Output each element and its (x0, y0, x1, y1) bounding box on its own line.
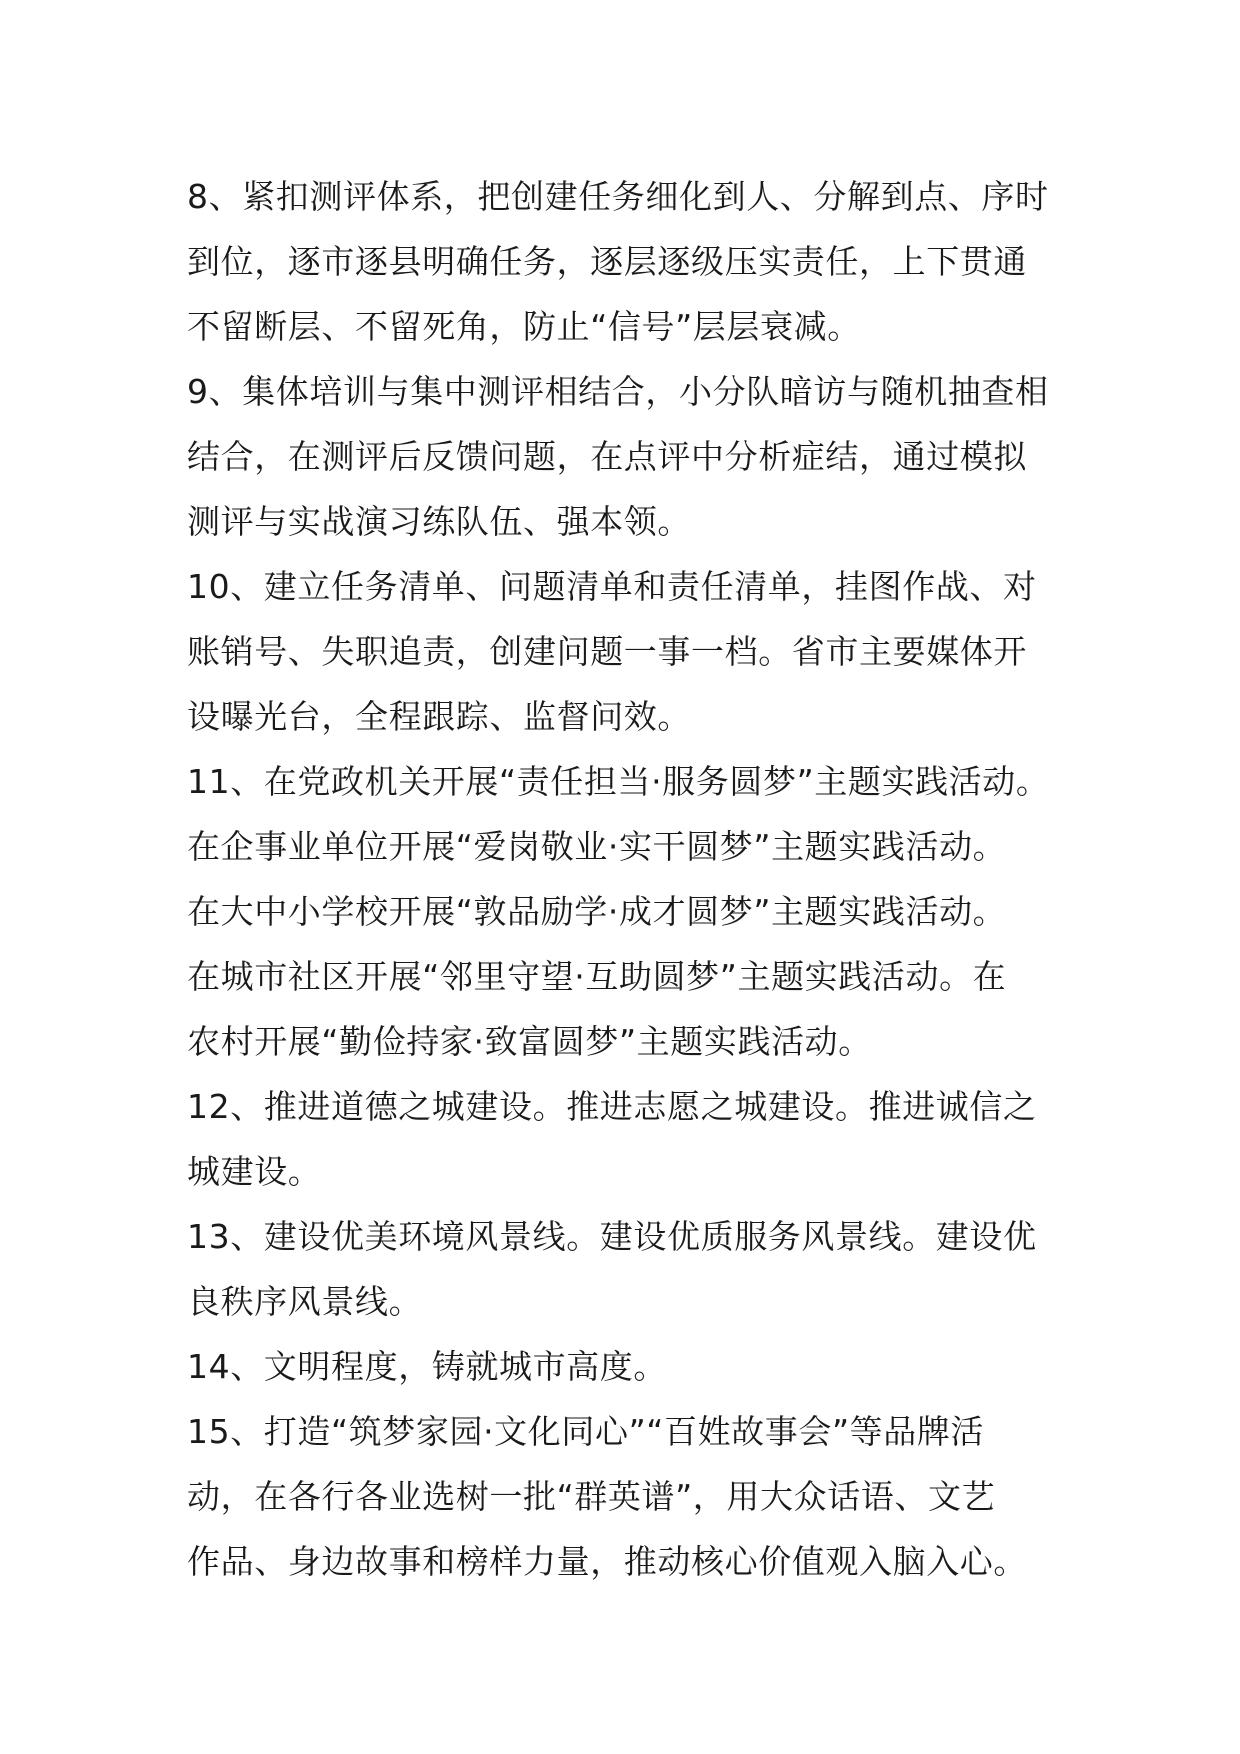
text-line: 8、紧扣测评体系，把创建任务细化到人、分解到点、序时 (187, 177, 1049, 216)
paragraph-8 (187, 164, 1067, 359)
text-line: 13、建设优美环境风景线。建设优质服务风景线。建设优 (187, 1217, 1037, 1256)
paragraph-13 (187, 1204, 1067, 1334)
paragraph-10 (187, 554, 1067, 749)
text-line: 结合，在测评后反馈问题，在点评中分析症结，通过模拟 (187, 437, 1027, 476)
text-line: 城建设。 (187, 1152, 322, 1191)
text-line: 设曝光台，全程跟踪、监督问效。 (187, 697, 691, 736)
paragraph-12 (187, 1074, 1067, 1204)
paragraph-15 (187, 1399, 1067, 1594)
paragraph-11 (187, 749, 1067, 1074)
paragraph-14 (187, 1334, 1067, 1399)
document-body (187, 164, 1067, 1594)
text-line: 良秩序风景线。 (187, 1282, 423, 1321)
text-line: 作品、身边故事和榜样力量，推动核心价值观入脑入心。 (187, 1542, 1027, 1581)
text-line: 到位，逐市逐县明确任务，逐层逐级压实责任，上下贯通 (187, 242, 1027, 281)
text-line: 11、在党政机关开展“责任担当·服务圆梦”主题实践活动。 (187, 762, 1050, 801)
text-line: 10、建立任务清单、问题清单和责任清单，挂图作战、对 (187, 567, 1037, 606)
text-line: 测评与实战演习练队伍、强本领。 (187, 502, 691, 541)
text-line: 农村开展“勤俭持家·致富圆梦”主题实践活动。 (187, 1022, 872, 1061)
text-line: 15、打造“筑梦家园·文化同心”“百姓故事会”等品牌活 (187, 1412, 985, 1451)
text-line: 在企事业单位开展“爱岗敬业·实干圆梦”主题实践活动。 (187, 827, 1007, 866)
text-line: 9、集体培训与集中测评相结合，小分队暗访与随机抽查相 (187, 372, 1049, 411)
text-line: 动，在各行各业选树一批“群英谱”，用大众话语、文艺 (187, 1477, 996, 1516)
text-line: 不留断层、不留死角，防止“信号”层层衰减。 (187, 307, 861, 346)
text-line: 14、文明程度，铸就城市高度。 (187, 1347, 667, 1386)
text-line: 在大中小学校开展“敦品励学·成才圆梦”主题实践活动。 (187, 892, 1007, 931)
text-line: 账销号、失职追责，创建问题一事一档。省市主要媒体开 (187, 632, 1027, 671)
paragraph-9 (187, 359, 1067, 554)
text-line: 12、推进道德之城建设。推进志愿之城建设。推进诚信之 (187, 1087, 1037, 1126)
text-line: 在城市社区开展“邻里守望·互助圆梦”主题实践活动。在 (187, 957, 1007, 996)
